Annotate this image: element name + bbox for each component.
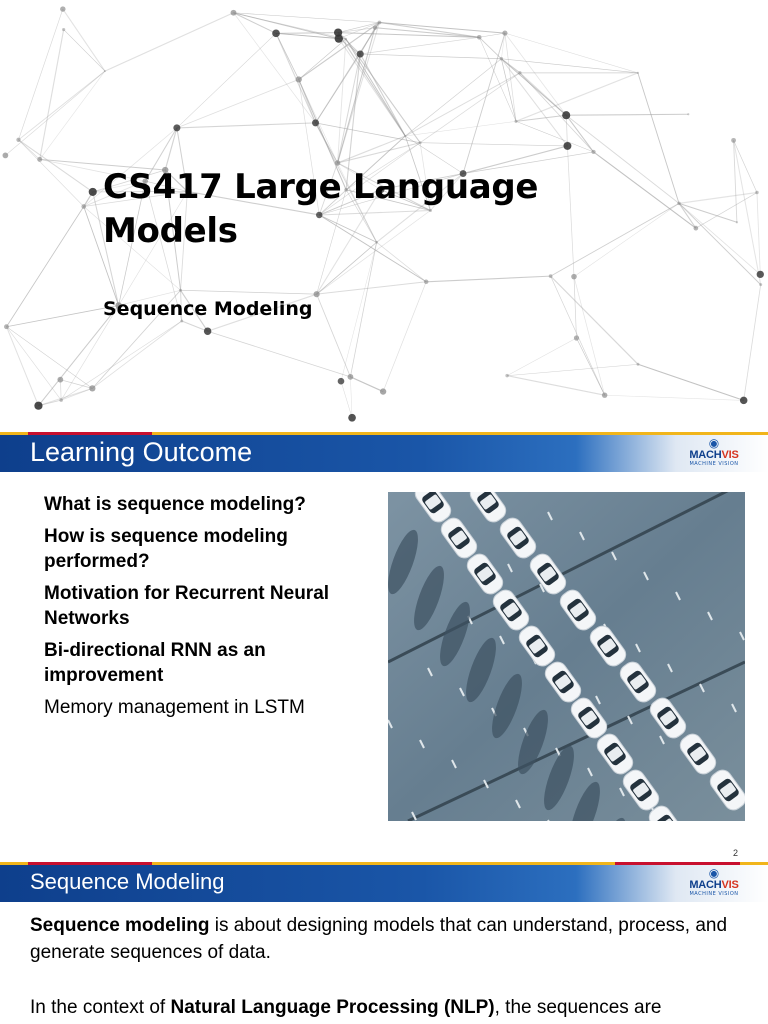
list-item: Bi-directional RNN as an improvement [44, 640, 266, 686]
paragraph-nlp [30, 994, 730, 1021]
bold-term: Natural Language Processing (NLP) [170, 997, 495, 1018]
eye-icon: ◉ [708, 436, 720, 450]
bold-term: Sequence modeling [30, 915, 210, 936]
paragraph-definition [30, 912, 730, 966]
paragraph-text: is about designing models that can understand, process, and generate sequences of data. [30, 915, 728, 963]
title-slide [0, 0, 768, 432]
accent-line [615, 862, 740, 865]
slide-subtitle: Sequence Modeling [103, 298, 313, 320]
logo-text-vis: VIS [721, 449, 739, 461]
list-item: Motivation for Recurrent Neural Networks [44, 583, 330, 629]
learning-outcome-slide [0, 432, 768, 862]
paragraph-text: , the sequences are [494, 997, 662, 1018]
machvis-logo [684, 437, 744, 471]
slide-title: CS417 Large Language Models [103, 167, 539, 251]
section-header-title: Sequence Modeling [30, 869, 225, 894]
machvis-logo [684, 867, 744, 901]
logo-text-vis: VIS [721, 879, 739, 891]
list-item: Memory management in LSTM [44, 697, 305, 718]
list-item: How is sequence modeling performed? [44, 526, 288, 572]
logo-tagline: MACHINE VISION [689, 461, 739, 467]
logo-text-mach: MACH [689, 879, 722, 891]
eye-icon: ◉ [708, 866, 720, 880]
logo-tagline: MACHINE VISION [689, 891, 739, 897]
outcomes-list [44, 492, 364, 727]
accent-line [28, 432, 152, 435]
list-item: What is sequence modeling? [44, 494, 306, 515]
parking-lot-photo [388, 492, 745, 821]
sequence-modeling-slide [0, 862, 768, 1024]
section-header-bar [0, 432, 768, 472]
logo-text-mach: MACH [689, 449, 722, 461]
section-header-bar [0, 862, 768, 902]
paragraph-text: In the context of [30, 997, 171, 1018]
cars-aerial-image [388, 492, 745, 821]
page-number: 2 [732, 848, 738, 858]
section-header-title: Learning Outcome [30, 437, 253, 467]
accent-line [28, 862, 152, 865]
